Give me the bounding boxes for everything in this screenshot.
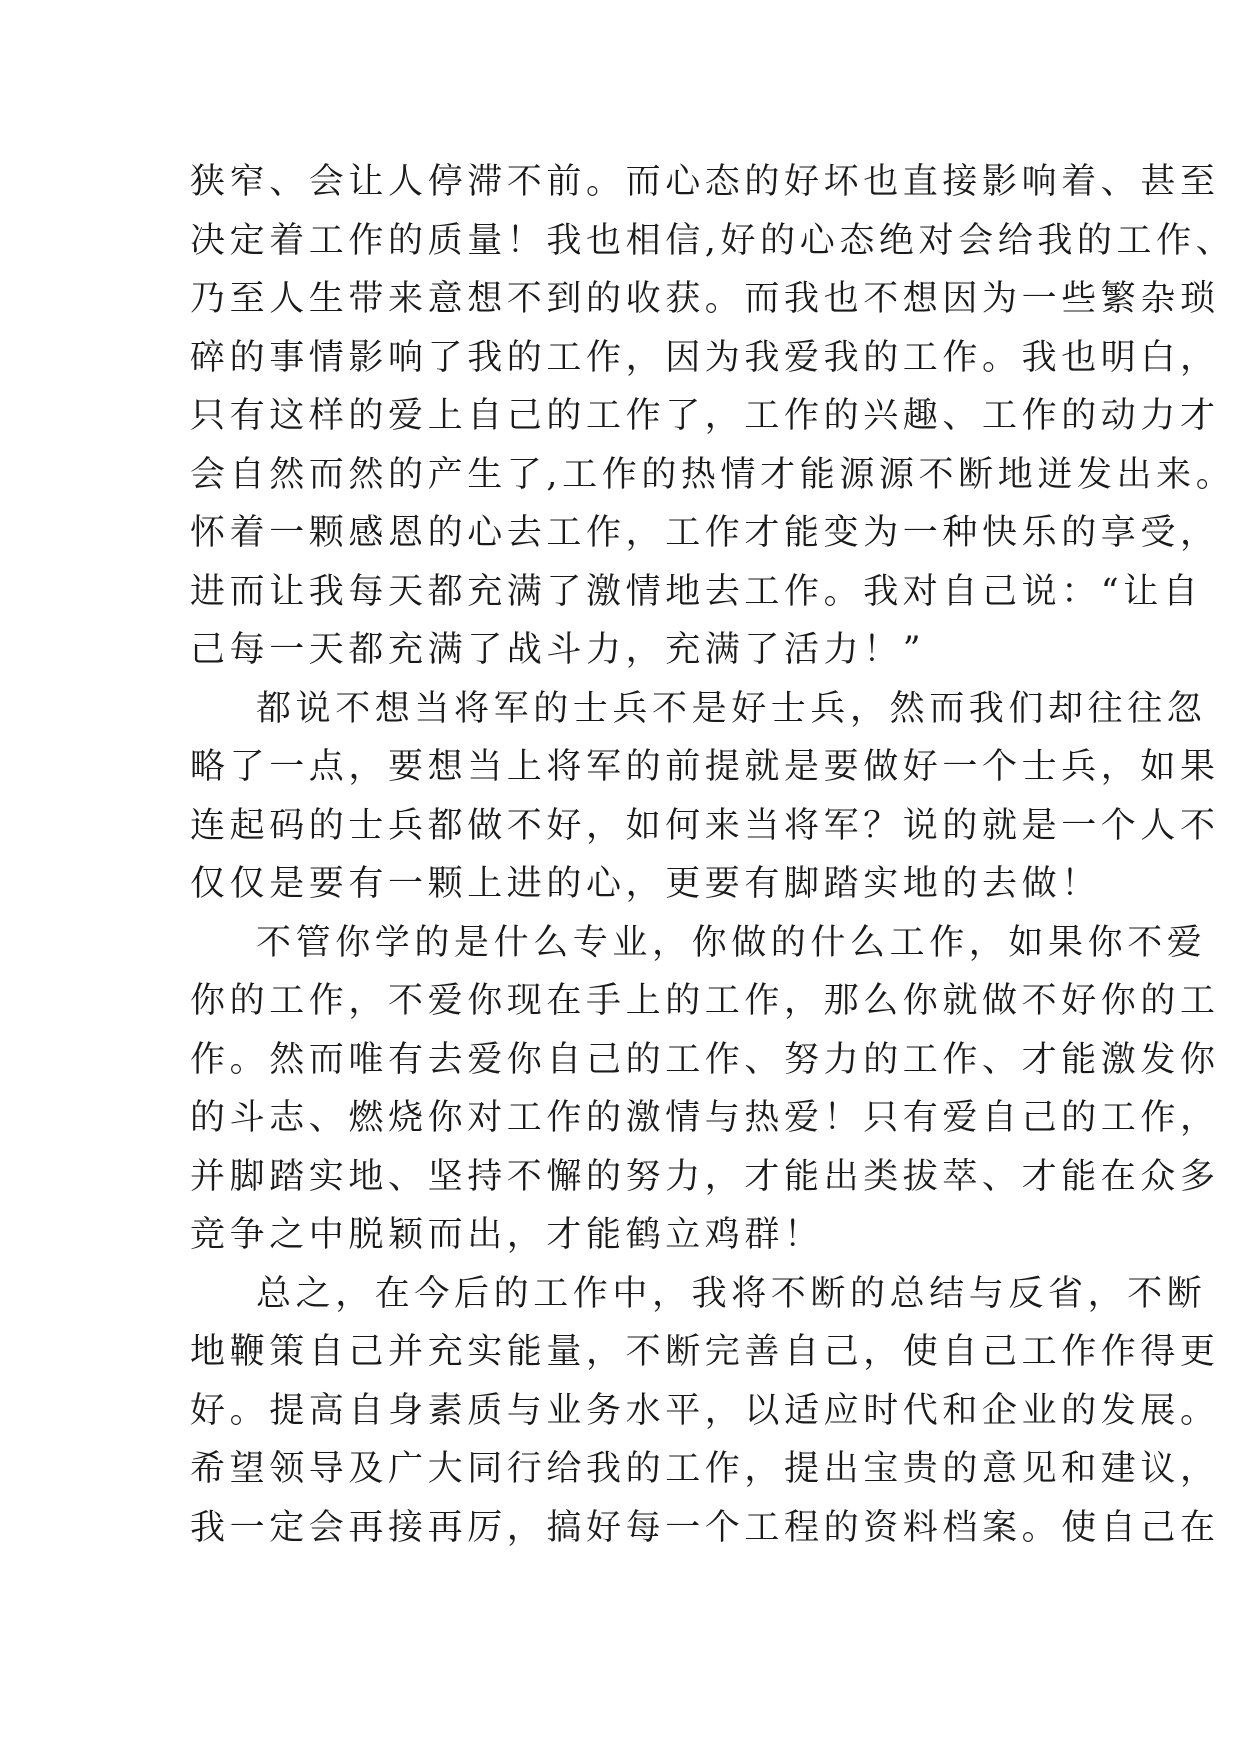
text-line: 希望领导及广大同行给我的工作，提出宝贵的意见和建议， bbox=[190, 1449, 1220, 1489]
text-line: 狭窄、会让人停滞不前。而心态的好坏也直接影响着、甚至 bbox=[190, 162, 1220, 202]
text-line: 我一定会再接再厉，搞好每一个工程的资料档案。使自己在 bbox=[190, 1507, 1220, 1548]
text-line: 己每一天都充满了战斗力，充满了活力！” bbox=[190, 630, 926, 670]
paragraph-start-line: 不管你学的是什么专业，你做的什么工作，如果你不爱 bbox=[256, 922, 1207, 963]
text-line: 地鞭策自己并充实能量，不断完善自己，使自己工作作得更 bbox=[190, 1332, 1220, 1372]
text-line: 怀着一颗感恩的心去工作，工作才能变为一种快乐的享受， bbox=[190, 513, 1220, 553]
text-line: 进而让我每天都充满了激情地去工作。我对自己说：“让自 bbox=[190, 571, 1203, 612]
text-line: 会自然而然的产生了,工作的热情才能源源不断地迸发出来。 bbox=[190, 454, 1236, 495]
text-line: 决定着工作的质量！我也相信,好的心态绝对会给我的工作、 bbox=[190, 220, 1236, 261]
text-line: 连起码的士兵都做不好，如何来当将军？说的就是一个人不 bbox=[190, 805, 1220, 846]
text-line: 只有这样的爱上自己的工作了，工作的兴趣、工作的动力才 bbox=[190, 396, 1220, 436]
text-line: 好。提高自身素质与业务水平，以适应时代和企业的发展。 bbox=[190, 1390, 1220, 1431]
paragraph-start-line: 都说不想当将军的士兵不是好士兵，然而我们却往往忽 bbox=[256, 688, 1207, 729]
text-line: 略了一点，要想当上将军的前提就是要做好一个士兵，如果 bbox=[190, 747, 1220, 787]
body-text bbox=[190, 153, 1236, 1557]
text-line: 乃至人生带来意想不到的收获。而我也不想因为一些繁杂琐 bbox=[190, 279, 1220, 319]
text-line: 并脚踏实地、坚持不懈的努力，才能出类拔萃、才能在众多 bbox=[190, 1156, 1220, 1197]
text-line: 你的工作，不爱你现在手上的工作，那么你就做不好你的工 bbox=[190, 981, 1220, 1021]
text-line: 竞争之中脱颖而出，才能鹤立鸡群！ bbox=[190, 1215, 824, 1255]
text-line: 作。然而唯有去爱你自己的工作、努力的工作、才能激发你 bbox=[190, 1039, 1220, 1080]
text-line: 的斗志、燃烧你对工作的激情与热爱！只有爱自己的工作， bbox=[190, 1098, 1220, 1138]
text-line: 仅仅是要有一颗上进的心，更要有脚踏实地的去做！ bbox=[190, 864, 1101, 904]
text-line: 碎的事情影响了我的工作，因为我爱我的工作。我也明白， bbox=[190, 337, 1220, 378]
paragraph-start-line: 总之，在今后的工作中，我将不断的总结与反省，不断 bbox=[256, 1273, 1207, 1314]
